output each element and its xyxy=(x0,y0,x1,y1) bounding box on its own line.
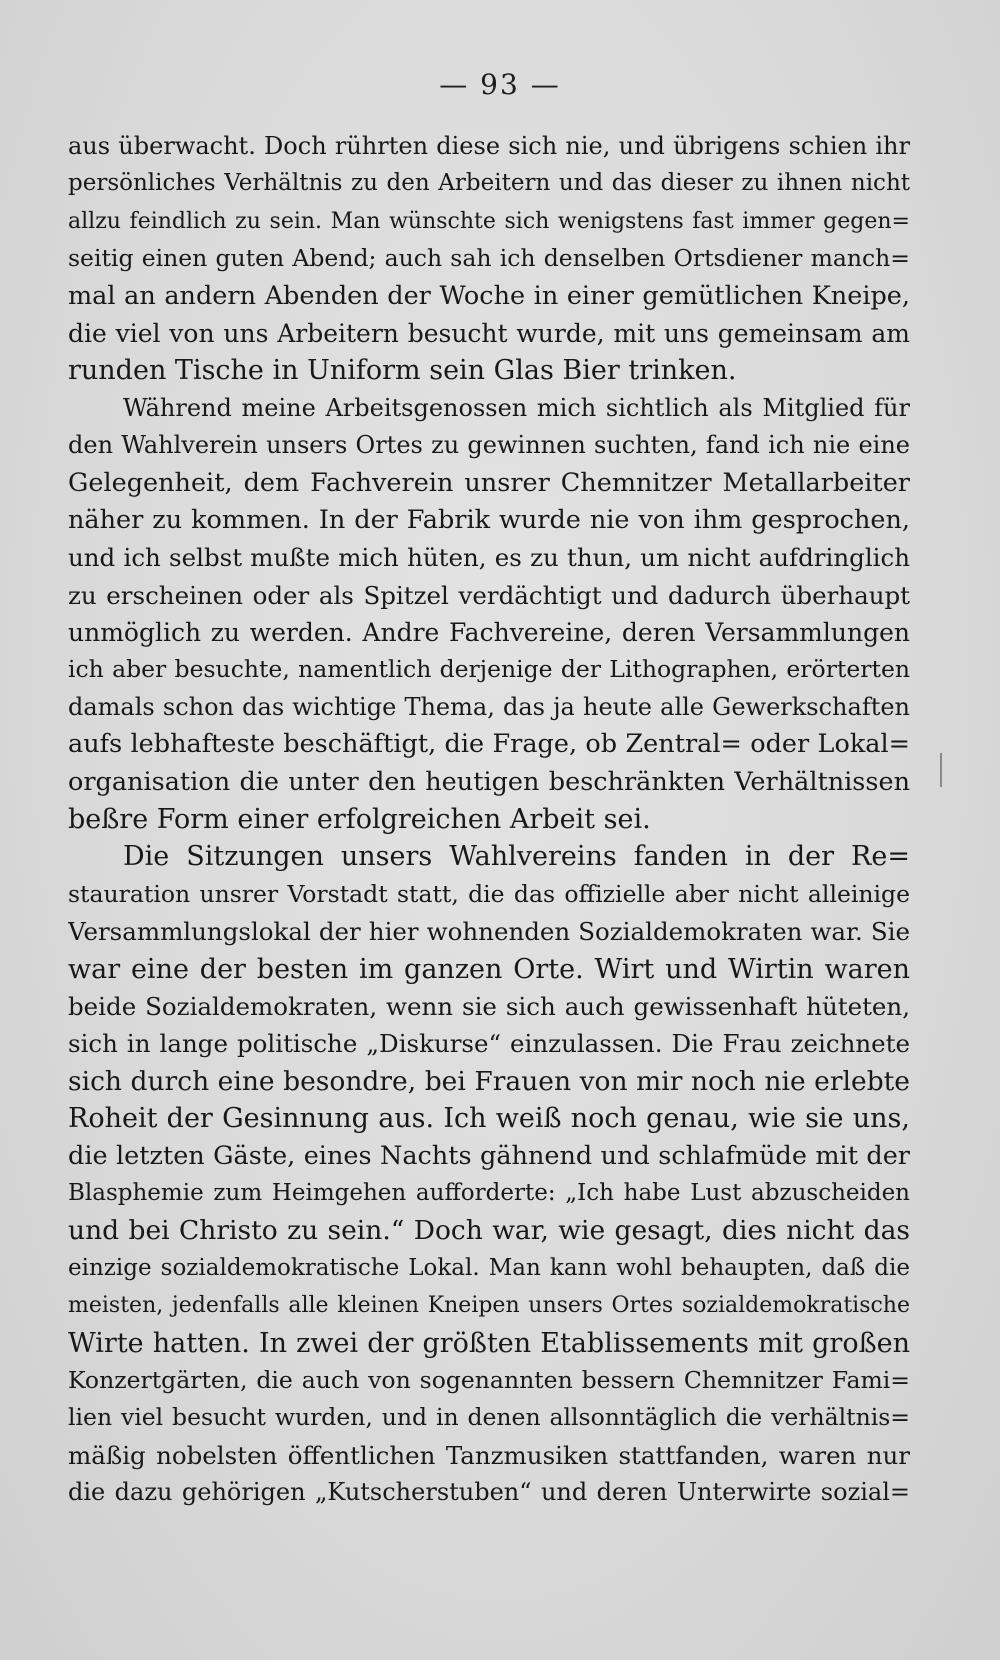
text-line: damals schon das wichtige Thema, das ja heute alle Gewerkschaften xyxy=(68,692,910,721)
text-line: die dazu gehörigen „Kutscherstuben“ und deren Unterwirte sozial= xyxy=(68,1478,910,1507)
margin-mark xyxy=(940,753,942,787)
text-line: ich aber besuchte, namentlich derjenige der Lithographen, erörterten xyxy=(68,655,910,684)
text-line: Blasphemie zum Heimgehen aufforderte: „Ich habe Lust abzuscheiden xyxy=(68,1179,910,1206)
paragraph xyxy=(68,128,910,390)
text-line: sich in lange politische „Diskurse“ einzulassen. Die Frau zeichnete xyxy=(68,1029,910,1059)
text-line: die viel von uns Arbeitern besucht wurde, mit uns gemeinsam am xyxy=(68,318,910,348)
text-line: näher zu kommen. In der Fabrik wurde nie von ihm gesprochen, xyxy=(68,504,910,535)
text-line: beide Sozialdemokraten, wenn sie sich auch gewissenhaft hüteten, xyxy=(68,991,910,1021)
body-text xyxy=(68,128,910,1511)
text-line: und bei Christo zu sein.“ Doch war, wie gesagt, dies nicht das xyxy=(68,1215,910,1247)
text-line: einzige sozialdemokratische Lokal. Man kann wohl behaupten, daß die xyxy=(68,1254,910,1281)
text-line: Die Sitzungen unsers Wahlvereins fanden in der Re= xyxy=(123,841,910,873)
text-line: Während meine Arbeitsgenossen mich sichtlich als Mitglied für xyxy=(123,393,910,422)
text-line: lien viel besucht wurden, und in denen allsonntäglich die verhältnis= xyxy=(68,1403,910,1432)
text-line: Konzertgärten, die auch von sogenannten bessern Chemnitzer Fami= xyxy=(68,1365,910,1394)
paragraph xyxy=(68,838,910,1511)
paragraph xyxy=(68,390,910,839)
text-line: aufs lebhafteste beschäftigt, die Frage, ob Zentral= oder Lokal= xyxy=(68,729,910,760)
text-line: zu erscheinen oder als Spitzel verdächtigt und dadurch überhaupt xyxy=(68,580,910,610)
text-line: aus überwacht. Doch rührten diese sich nie, und übrigens schien ihr xyxy=(68,132,910,160)
text-line: den Wahlverein unsers Ortes zu gewinnen suchten, fand ich nie eine xyxy=(68,431,910,460)
text-line: die letzten Gäste, eines Nachts gähnend und schlafmüde mit der xyxy=(68,1140,910,1171)
text-line: organisation die unter den heutigen beschränkten Verhältnissen xyxy=(68,766,910,797)
text-line: runden Tische in Uniform sein Glas Bier trinken. xyxy=(68,355,737,387)
text-line: meisten, jedenfalls alle kleinen Kneipen unsers Ortes sozialdemokratische xyxy=(68,1293,910,1319)
text-line: unmöglich zu werden. Andre Fachvereine, deren Versammlungen xyxy=(68,618,910,648)
text-line: Roheit der Gesinnung aus. Ich weiß noch genau, wie sie uns, xyxy=(68,1103,910,1135)
text-line: persönliches Verhältnis zu den Arbeitern und das dieser zu ihnen nicht xyxy=(68,170,910,197)
text-line: seitig einen guten Abend; auch sah ich denselben Ortsdiener manch= xyxy=(68,244,910,273)
text-line: allzu feindlich zu sein. Man wünschte sich wenigstens fast immer gegen= xyxy=(68,208,910,234)
text-line: sich durch eine besondre, bei Frauen von mir noch nie erlebte xyxy=(68,1065,910,1097)
text-line: Versammlungslokal der hier wohnenden Sozialdemokraten war. Sie xyxy=(68,917,910,947)
text-line: Wirte hatten. In zwei der größten Etablissements mit großen xyxy=(68,1327,910,1359)
text-line: Gelegenheit, dem Fachverein unsrer Chemnitzer Metallarbeiter xyxy=(68,467,910,498)
text-line: mäßig nobelsten öffentlichen Tanzmusiken stattfanden, waren nur xyxy=(68,1440,910,1470)
text-line: und ich selbst mußte mich hüten, es zu thun, um nicht aufdringlich xyxy=(68,543,910,573)
text-line: stauration unsrer Vorstadt statt, die das offizielle aber nicht alleinige xyxy=(68,879,910,908)
page-number: — 93 — xyxy=(439,68,561,101)
text-line: mal an andern Abenden der Woche in einer gemütlichen Kneipe, xyxy=(68,280,910,311)
text-line: war eine der besten im ganzen Orte. Wirt und Wirtin waren xyxy=(68,953,910,985)
text-line: beßre Form einer erfolgreichen Arbeit sei. xyxy=(68,804,651,836)
